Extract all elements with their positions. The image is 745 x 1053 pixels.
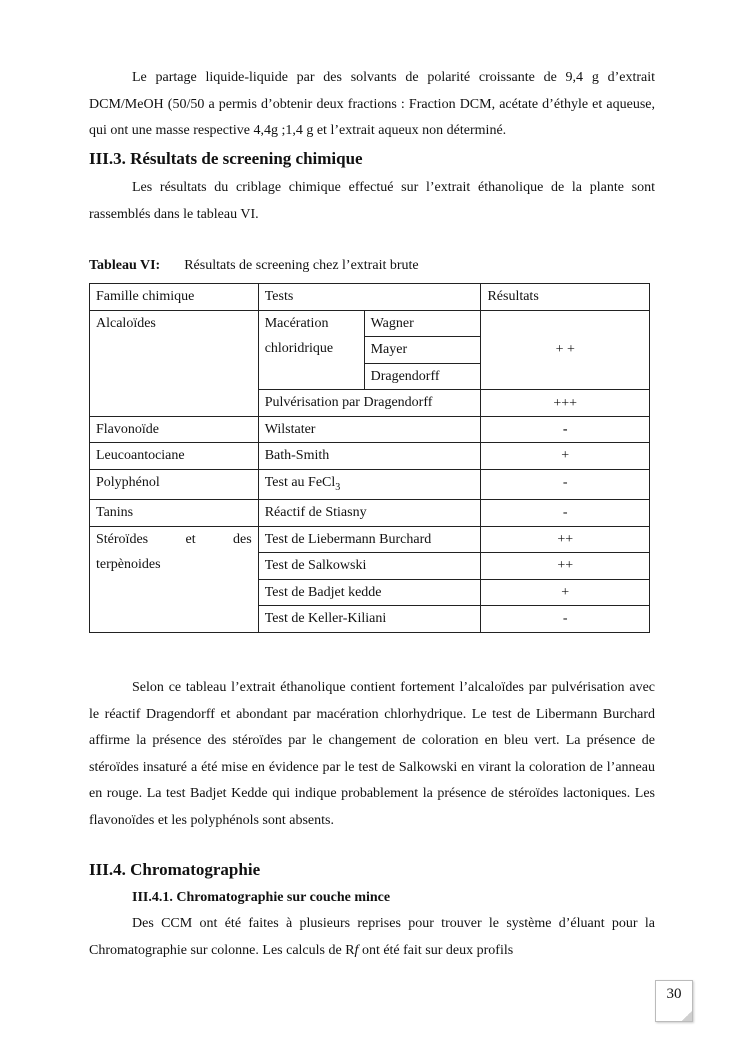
famille-cell: Tanins — [90, 500, 259, 527]
paragraph-partage: Le partage liquide-liquide par des solvants de polarité croissante de 9,4 g d’extrait DCM/MeOH (50/50 a permis d’obtenir deux fractions : Fraction DCM, acétate d’éthyle et aqueuse, qui ont une masse respective 4,4g ;1,4 g et l’extrait aqueux non déterminé. — [89, 70, 655, 138]
page-number: 30 — [655, 980, 693, 1022]
test-cell: Wilstater — [258, 416, 481, 443]
result-cell: - — [481, 416, 650, 443]
test-dragendorff: Dragendorff — [364, 363, 481, 390]
caption-label: Tableau VI: — [89, 258, 161, 273]
paragraph-criblage: Les résultats du criblage chimique effectué sur l’extrait éthanolique de la plante sont rassemblés dans le tableau VI. — [89, 180, 655, 222]
test-cell: Test de Keller-Kiliani — [258, 606, 481, 633]
paragraph-ccm: Des CCM ont été faites à plusieurs reprises pour trouver le système d’éluant pour la Chromatographie sur colonne. Les calculs de Rf ont été fait sur deux profils — [89, 916, 655, 958]
famille-steroides: Stéroïdes et des terpènoides — [90, 526, 259, 632]
test-cell: Test de Salkowski — [258, 553, 481, 580]
famille-cell: Flavonoïde — [90, 416, 259, 443]
test-cell: Test de Liebermann Burchard — [258, 526, 481, 553]
result-pulverisation: +++ — [481, 390, 650, 417]
table-row — [90, 500, 650, 527]
famille-alcaloides: Alcaloïdes — [90, 310, 259, 416]
famille-cell: Leucoantociane — [90, 443, 259, 470]
page-fold-decoration — [682, 1011, 692, 1021]
table-row — [90, 310, 650, 337]
header-resultats: Résultats — [481, 284, 650, 311]
paragraph-selon: Selon ce tableau l’extrait éthanolique contient fortement l’alcaloïdes par pulvérisation avec le réactif Dragendorff et abondant par macération chlorhydrique. Le test de Libermann Burchard affirme la présence des stéroïdes par le changement de coloration en bleu vert. La présence de stéroïdes insaturé a été mise en évidence par le test de Salkowski en virant la coloration de l’anneau en rouge. La test Badjet Kedde qui indique probablement la présence de stéroïdes lactoniques. Les flavonoïdes et les polyphénols sont absents. — [89, 680, 655, 828]
test-cell: Bath-Smith — [258, 443, 481, 470]
result-cell: ++ — [481, 553, 650, 580]
test-pulverisation: Pulvérisation par Dragendorff — [258, 390, 481, 417]
header-famille: Famille chimique — [90, 284, 259, 311]
famille-cell: Polyphénol — [90, 469, 259, 500]
caption-text: Résultats de screening chez l’extrait brute — [184, 258, 419, 273]
section-heading-III4: III.4. Chromatographie — [89, 860, 261, 879]
result-cell: ++ — [481, 526, 650, 553]
table-row — [90, 416, 650, 443]
test-mayer: Mayer — [364, 337, 481, 364]
subsection-heading-III41: III.4.1. Chromatographie sur couche mince — [132, 890, 391, 905]
test-cell: Test au FeCl$_3$ — [258, 469, 481, 500]
result-cell: - — [481, 469, 650, 500]
test-maceration: Macération chloridrique — [258, 310, 364, 390]
header-tests: Tests — [258, 284, 481, 311]
screening-table — [89, 283, 650, 633]
result-cell: - — [481, 606, 650, 633]
section-heading-III3: III.3. Résultats de screening chimique — [89, 149, 363, 168]
test-cell: Réactif de Stiasny — [258, 500, 481, 527]
table-row — [90, 469, 650, 500]
result-cell: + — [481, 579, 650, 606]
result-maceration: + + — [481, 310, 650, 390]
table-header-row — [90, 284, 650, 311]
test-wagner: Wagner — [364, 310, 481, 337]
table-row — [90, 443, 650, 470]
result-cell: - — [481, 500, 650, 527]
result-cell: + — [481, 443, 650, 470]
test-cell: Test de Badjet kedde — [258, 579, 481, 606]
table-row — [90, 526, 650, 553]
table-caption — [89, 258, 419, 274]
